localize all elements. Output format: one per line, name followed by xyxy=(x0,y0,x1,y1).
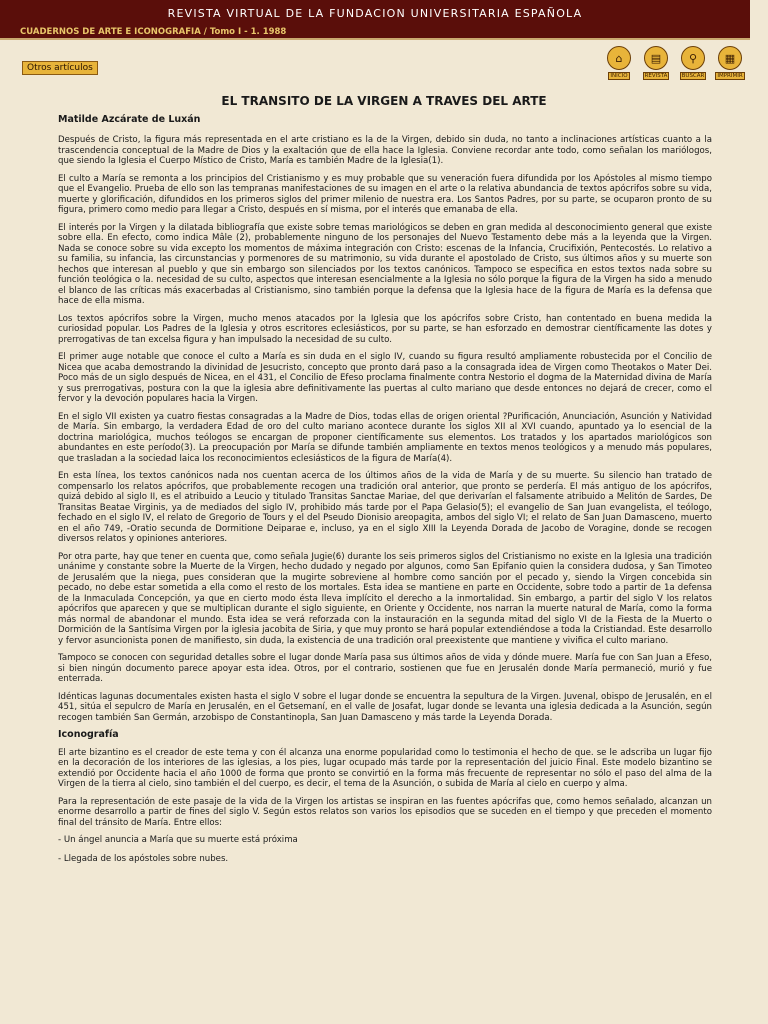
search-icon: ⚲ xyxy=(681,46,705,70)
printer-icon: ▦ xyxy=(718,46,742,70)
paragraph: El arte bizantino es el creador de este tema y con él alcanza una enorme popularidad como lo testimonia el hecho de que. se le adscriba un lugar fijo en la decoración de los interiores de las iglesias, a los pies, lugar ocupado más tarde por la representación del juicio Final. Este modelo bizantino se extendió por Occidente hacia el año 1000 de forma que pronto se convirtió en la forma más frecuente de representar no sólo el paso del alma de la Virgen de la tierra al cielo, sino también el del cuerpo, es decir, el tema de la Asunción, o subida de María al cielo en cuerpo y alma. xyxy=(58,747,712,789)
revista-button[interactable] xyxy=(640,46,672,80)
paragraph: En esta línea, los textos canónicos nada nos cuentan acerca de los últimos años de la vida de María y de su muerte. Su silencio han tratado de compensarlo los relatos apócrifos, que probablemente recogen una tradición oral anterior, que pronto se perdería. El más antiguo de los apócrifos, quizá debido al siglo II, es el atribuido a Leucio y titulado Transitas Sanctae Mariae, del que derivarían el falsamente atribuido a Melitón de Sardes, De Transitas Beatae Virginis, ya de mediados del siglo IV, prohibido más tarde por el Papa Gelasio(5); el evangelio de San Juan evangelista, el teólogo, fechado en el siglo IV, el relato de Gregorio de Tours y el del Pseudo Dionisio areopagita, ambos del siglo VI; el relato de San Juan Damasceno, muerto en el año 749, -Oratio secunda de Dormitione Deiparae e, incluso, ya en el siglo XIII la Leyenda Dorada de Jacobo de Voragine, donde se recogen diversos relatos y opiniones anteriores. xyxy=(58,471,712,544)
site-banner-text: REVISTA VIRTUAL DE LA FUNDACION UNIVERSITARIA ESPAÑOLA xyxy=(167,7,583,20)
article-body xyxy=(58,135,712,872)
imprimir-label: IMPRIMIR xyxy=(717,73,743,79)
section-heading: Iconografía xyxy=(58,729,119,740)
paragraph: Por otra parte, hay que tener en cuenta que, como señala Jugie(6) durante los seis primeros siglos del Cristianismo no existe en la Iglesia una tradición unánime y constante sobre la Muerte de la Virgen, hecho dudado y negado por algunos, como San Epifanio quien la considera dudosa, y San Timoteo de Jerusalém que la niega, pues consideran que la mugirte sobreviene al hombre como sanción por el pecado y, siendo la Virgen concebida sin pecado, no debe estar sometida a ella como el resto de los mortales. Esta idea se mantiene en parte en Occidente, sobre todo a partir de 1a defensa de la Inmaculada Concepción, ya que en cierto modo ésta lleva implícito el derecho a la inmortalidad. Sin embargo, a partir del siglo V los relatos apócrifos que aparecen y que se multiplican durante el siglo siguiente, en Oriente y Occidente, nos narran la muerte natural de María, como la forma más normal de abandonar el mundo. Esta idea se verá reforzada con la instauración en la segunda mitad del siglo VI de la Fiesta de la Muerto o Dormición de la Santísima Virgen por la iglesia jacobita de Siria, y que muy pronto se hará popular extendiéndose a toda la Cristiandad. Este desarrollo y fervor asuncionista ponen de manifiesto, sin duda, la existencia de una tradición oral preexistente que mantiene y vivifica el culto mariano. xyxy=(58,551,712,646)
nav-toolbar xyxy=(603,46,746,80)
imprimir-button[interactable] xyxy=(714,46,746,80)
paragraph: Los textos apócrifos sobre la Virgen, mucho menos atacados por la Iglesia que los apócrifos sobre Cristo, han contentado en buena medida la curiosidad popular. Los Padres de la Iglesia y otros escritores eclesiásticos, por su parte, se han esforzado en demostrar científicamente las dotes y prerrogativas de tan excelsa figura y han impulsado la necesidad de su culto. xyxy=(58,313,712,345)
list-item: - Llegada de los apóstoles sobre nubes. xyxy=(58,853,229,864)
article-author: Matilde Azcárate de Luxán xyxy=(58,114,201,125)
episode-list xyxy=(58,835,712,864)
paragraph: El culto a María se remonta a los principios del Cristianismo y es muy probable que su veneración fuera difundida por los Apóstoles al mismo tiempo que el Evangelio. Prueba de ello son las tempranas manifestaciones de su imagen en el arte o la relativa abundancia de textos apócrifos sobre su vida, muerte y glorificación, difundidos en los primeros siglos del primer milenio de nuestra era. Los Santos Padres, por su parte, se ocuparon pronto de su figura, primero como medio para llegar a Cristo, después en sí misma, por el interés que emanaba de ella. xyxy=(58,173,712,215)
buscar-button[interactable] xyxy=(677,46,709,80)
article-title: EL TRANSITO DE LA VIRGEN A TRAVES DEL ARTE xyxy=(221,94,547,108)
book-icon: ▤ xyxy=(644,46,668,70)
paragraph: Idénticas lagunas documentales existen hasta el siglo V sobre el lugar donde se encuentra la sepultura de la Virgen. Juvenal, obispo de Jerusalén, en el 451, sitúa el sepulcro de María en Jerusalén, en el Getsemaní, en el valle de Josafat, lugar donde se levanta una iglesia dedicada a la Asunción, según recogen también San Germán, arzobispo de Constantinopla, San Juan Damasceno y más tarde la Leyenda Dorada. xyxy=(58,691,712,723)
revista-label: REVISTA xyxy=(644,73,668,79)
otros-articulos-button[interactable]: Otros artículos xyxy=(22,61,98,75)
paragraph: Tampoco se conocen con seguridad detalles sobre el lugar donde María pasa sus últimos años de vida y dónde muere. María fue con San Juan a Efeso, si bien ningún documento parece apoyar esta idea. Otros, por el contrario, sostienen que fue en Jerusalén donde María permaneció, murió y fue enterrada. xyxy=(58,653,712,684)
buscar-label: BUSCAR xyxy=(681,73,705,79)
paragraph: Para la representación de este pasaje de la vida de la Virgen los artistas se inspiran en las fuentes apócrifas que, como hemos señalado, alcanzan un enorme desarrollo a partir de fines del siglo V. Según estos relatos son varios los episodios que se suceden en el tiempo y que preceden el momento final del tránsito de María. Entre ellos: xyxy=(58,796,712,828)
paragraph: En el siglo VII existen ya cuatro fiestas consagradas a la Madre de Dios, todas ellas de origen oriental ?Purificación, Anunciación, Asunción y Natividad de María. Sin embargo, la verdadera Edad de oro del culto mariano acontece durante los siglos XII al XVI cuando, apuntado ya lo esencial de la doctrina mariológica, muchos teólogos se encargan de proponer científicamente sus elementos. Los tratados y los apartados mariológicos son abundantes en este período(3). La preocupación por María se difunde también ampliamente en textos menos teológicos y a menudo más populares, que trasladan a la sociedad laica los reconocimientos eclesiásticos de la figura de María(4). xyxy=(58,411,712,464)
inicio-button[interactable] xyxy=(603,46,635,80)
home-icon: ⌂ xyxy=(607,46,631,70)
header-divider xyxy=(0,38,750,40)
paragraph: El primer auge notable que conoce el culto a María es sin duda en el siglo IV, cuando su figura resultó ampliamente robustecida por el Concilio de Nicea que acaba demostrando la divinidad de Jesucristo, concepto que pronto dará paso a la consagrada idea de Virgen como Theotakos o Mater Dei. Poco más de un siglo después de Nicea, en el 431, el Concilio de Efeso proclama finalmente contra Nestorio el dogma de la Maternidad divina de María y sus prerrogativas, postura con la que la iglesia abre definitivamente las puertas al culto mariano que desde entonces no dejará de crecer, como el fervor y la devoción populares hacia la Virgen. xyxy=(58,352,712,404)
list-item: - Un ángel anuncia a María que su muerte está próxima xyxy=(58,835,298,845)
site-banner xyxy=(0,0,750,27)
paragraph: El interés por la Virgen y la dilatada bibliografía que existe sobre temas mariológicos se deben en gran medida al desconocimiento general que existe sobre ella. En efecto, como indica Mâle (2), probablemente ninguno de los personajes del Nuevo Testamento debe más a la leyenda que la Virgen. Nada se conoce sobre su vida excepto los momentos de máxima integración con Cristo: escenas de la Infancia, Crucifixión, Pentecostés. Lo relativo a su familia, su infancia, las circunstancias y pormenores de su matrimonio, su vida durante el apostolado de Cristo, sus últimos años y su muerte son hechos que interesan al pueblo y que sin embargo son silenciados por los textos canónicos. Tampoco se especifica en estos textos nada sobre su función teológica o la. necesidad de su culto, aspectos que interesan esencialmente a la Iglesia no sólo porque la figura de la Virgen ha sido a menudo el blanco de las críticas más exacerbadas al Cristianismo, sino también porque la defensa que la Iglesia hace de la figura de María es la defensa que hace de ella misma. xyxy=(58,222,712,306)
inicio-label: INICIO xyxy=(610,73,628,79)
paragraph: Después de Cristo, la figura más representada en el arte cristiano es la de la Virgen, debido sin duda, no tanto a inclinaciones artísticas cuanto a la trascendencia conceptual de la Madre de Dios y la exaltación que de ella hace la Iglesia. Conviene recordar ante todo, como señalan los mariólogos, que siendo la Iglesia el Cuerpo Místico de Cristo, María es también Madre de la Iglesia(1). xyxy=(58,135,712,166)
issue-subtitle: CUADERNOS DE ARTE E ICONOGRAFIA / Tomo I - 1. 1988 xyxy=(0,27,750,38)
